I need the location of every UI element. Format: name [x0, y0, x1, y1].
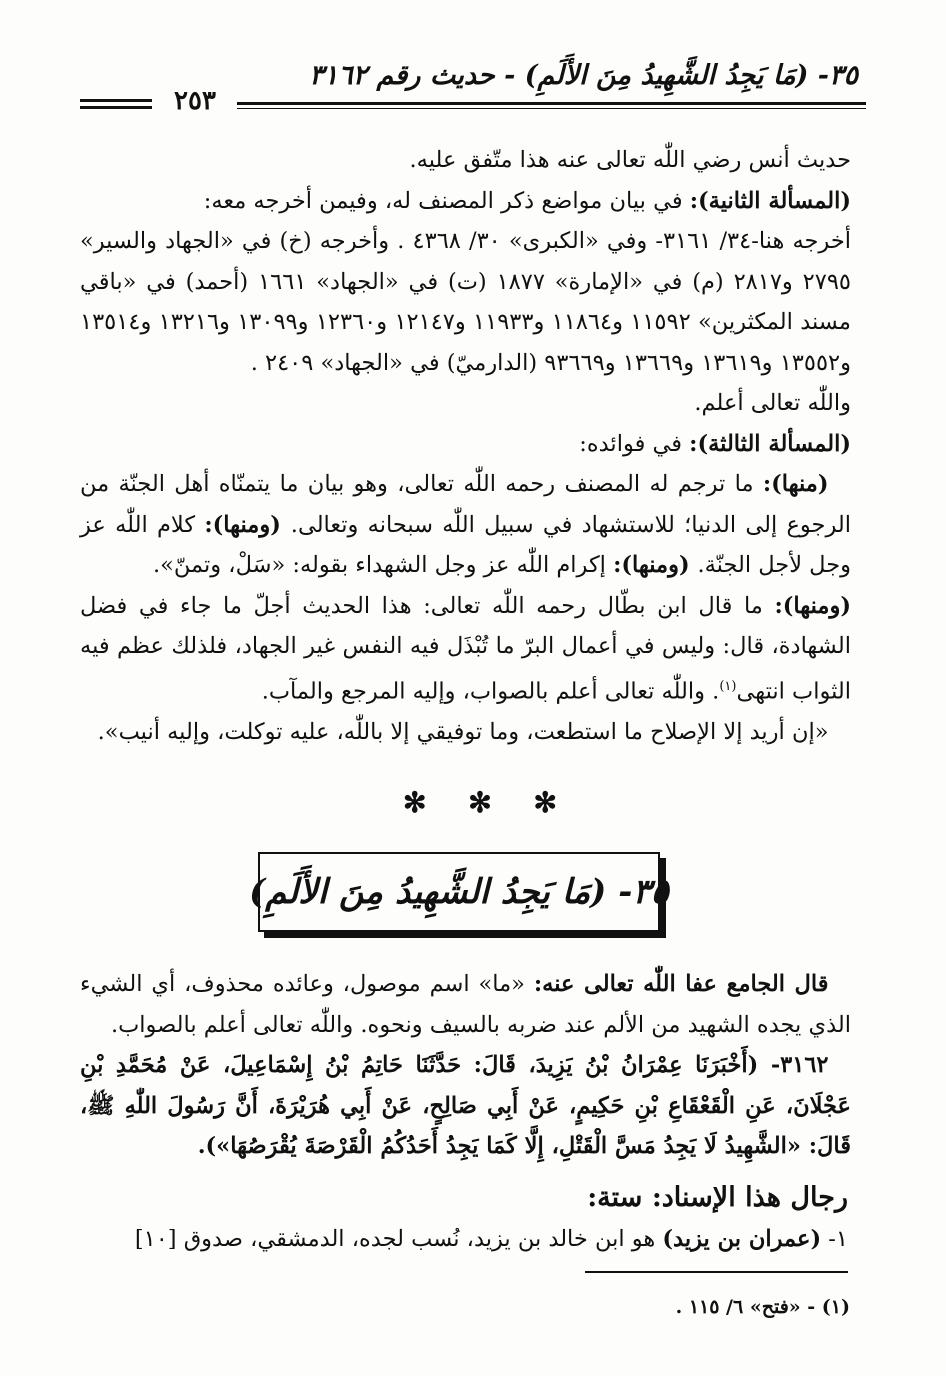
paragraph-benefits: (منها): ما ترجم له المصنف رحمه اللّٰه تعالى، وهو بيان ما يتمنّاه أهل الجنّة من الرجوع إلى الدنيا؛ للاستشهاد في سبيل اللّٰه سبحانه وتعالى. (ومنها): كلام اللّٰه عز وجل لأجل الجنّة. (ومنها): إكرام اللّٰه عز وجل الشهداء بقوله: «سَلْ، وتمنّ». [80, 471, 851, 578]
question-three-label: (المسألة الثالثة): [689, 430, 851, 457]
section-separator: ✻ ✻ ✻ [403, 786, 573, 819]
footnote-rule [585, 1271, 848, 1273]
paragraph-question-two: (المسألة الثانية): في بيان مواضع ذكر المصنف له، وفيمن أخرجه معه: [203, 187, 851, 214]
page-number: ٢٥٣ [174, 86, 216, 116]
paragraph-quran-quote: «إن أريد إلا الإصلاح ما استطعت، وما توفيقي إلا باللّٰه، عليه توكلت، وإليه أنيب». [97, 718, 829, 745]
narrator-entry: ١- (عمران بن يزيد) هو ابن خالد بن يزيد، نُسب لجده، الدمشقي، صدوق [١٠] [134, 1226, 848, 1252]
chapter-title: ٣٥- (مَا يَجِدُ الشَّهِيدُ مِنَ الأَلَمِ) [249, 872, 669, 912]
commentary-label: قال الجامع عفا اللّٰه تعالى عنه: [533, 971, 829, 997]
hadith-text: ٣١٦٢- (أَخْبَرَنَا عِمْرَانُ بْنُ يَزِيدَ، قَالَ: حَدَّثَنَا حَاتِمُ بْنُ إِسْمَاعِيلَ، عَنْ مُحَمَّدِ بْنِ عَجْلَانَ، عَنِ الْقَعْقَاعِ بْنِ حَكِيمٍ، عَنْ أَبِي صَالِحٍ، عَنْ أَبِي هُرَيْرَةَ، أَنَّ رَسُولَ اللّٰهِ ﷺ، قَالَ: «الشَّهِيدُ لَا يَجِدُ مَسَّ الْقَتْلِ، إِلَّا كَمَا يَجِدُ أَحَدُكُمُ الْقَرْصَةَ يُقْرَصُهَا»). [80, 1052, 851, 1159]
top-section [80, 140, 851, 752]
header-rule-thin [237, 108, 866, 109]
paragraph-allah-alam: واللّٰه تعالى أعلم. [694, 390, 851, 416]
running-header-title: ٣٥- (مَا يَجِدُ الشَّهِيدُ مِنَ الأَلَمِ) - حديث رقم ٣١٦٢ [309, 60, 858, 91]
page-number-rule-lower [80, 106, 152, 109]
footnote-reference[interactable]: (١) [719, 678, 737, 694]
footnote-1: (١) - «فتح» ٦/ ١١٥ . [675, 1296, 850, 1318]
paragraph-takhrij: أخرجه هنا-٣٤/ ٣١٦١- وفي «الكبرى» ٣٠/ ٤٣٦٨ . وأخرجه (خ) في «الجهاد والسير» ٢٧٩٥ و٢٨١٧ (م) في «الإمارة» ١٨٧٧ (ت) في «الجهاد» ١٦٦١ (أحمد) في «باقي مسند المكثرين» ١١٥٩٢ و١١٨٦٤ و١١٩٣٣ و١٢١٤٧ و١٢٣٦٠ و١٣٠٩٩ و١٣٢١٦ و١٣٥١٤ و١٣٥٥٢ و١٣٦١٩ و١٣٦٦٩ و٩٣٦٦٩ (الدارميّ) في «الجهاد» ٢٤٠٩ . [80, 228, 852, 376]
paragraph-commentary: قال الجامع عفا اللّٰه تعالى عنه: «ما» اسم موصول، وعائده محذوف، أي الشيء الذي يجده الشهيد من الألم عند ضربه بالسيف ونحوه. واللّٰه تعالى أعلم بالصواب. [80, 971, 851, 1038]
page-number-rule [80, 99, 152, 102]
narrator-name: (عمران بن يزيد) [662, 1226, 822, 1252]
paragraph-agreed: حديث أنس رضي اللّٰه تعالى عنه هذا متّفق عليه. [409, 147, 851, 173]
header-rule [237, 102, 866, 105]
paragraph-ibn-battal: (ومنها): ما قال ابن بطّال رحمه اللّٰه تعالى: هذا الحديث أجلّ ما جاء في فضل الشهادة، قال: وليس في أعمال البرّ ما تُبْذَل فيه النفس غير الجهاد، فلذلك عظم فيه الثواب انتهى$^{(١)}$. واللّٰه تعالى أعلم بالصواب، وإليه المرجع والمآب. [80, 592, 851, 704]
chapter-title-box [249, 852, 669, 932]
chapter-body [80, 964, 851, 1167]
question-two-label: (المسألة الثانية): [689, 187, 851, 214]
paragraph-question-three: (المسألة الثالثة): في فوائده: [579, 430, 851, 457]
rijal-heading: رجال هذا الإسناد: ستة: [587, 1182, 848, 1213]
